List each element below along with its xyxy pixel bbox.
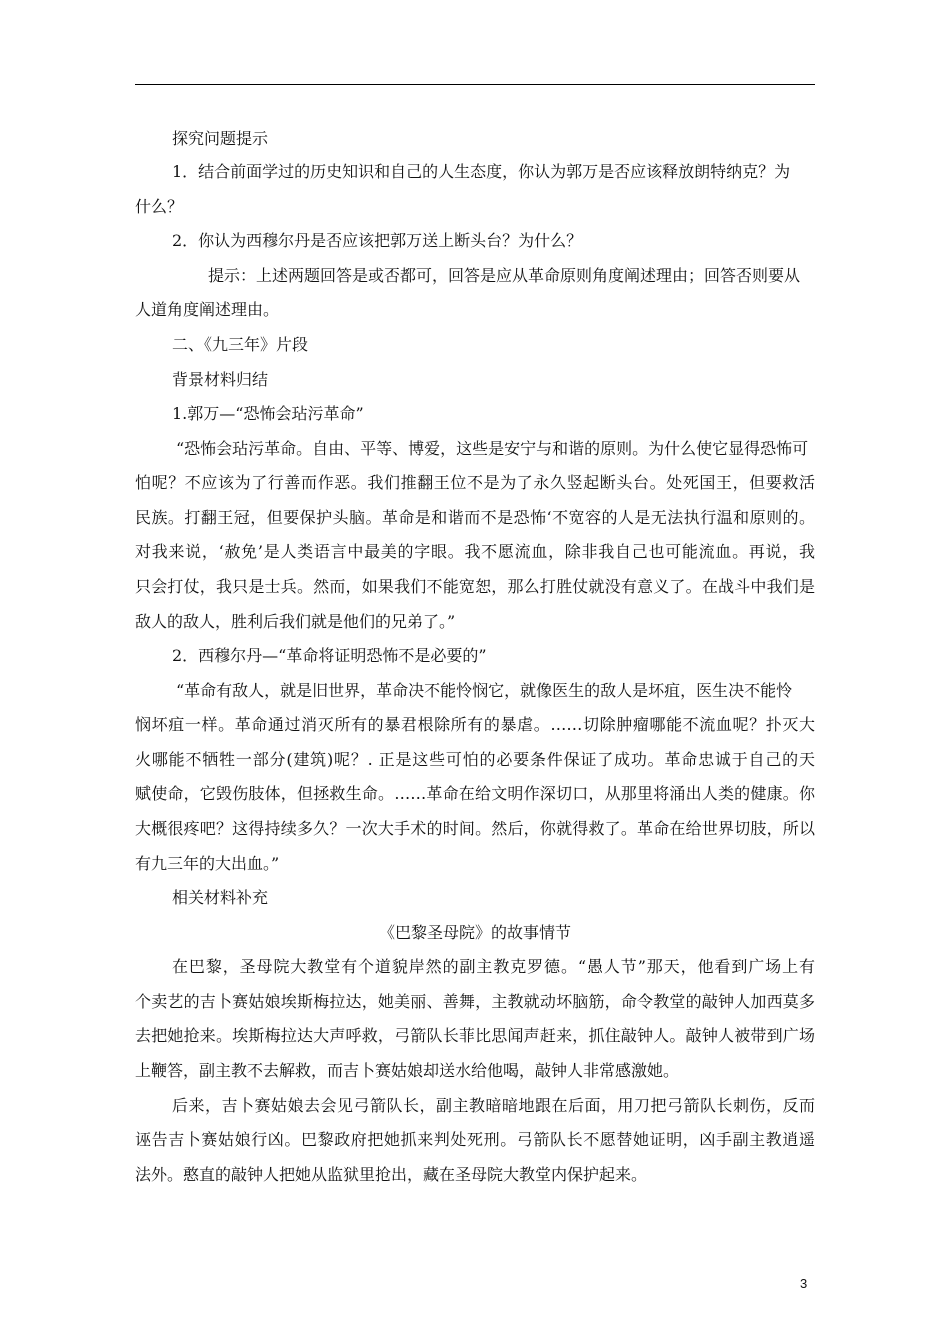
question-1-line-2: 什么？: [135, 197, 184, 216]
hint-line-1: 提示：上述两题回答是或否都可，回答是应从革命原则角度阐述理由；回答否则要从: [208, 266, 801, 285]
section-2-title: 二、《九三年》片段: [172, 335, 309, 354]
cimourdain-quote-line: 有九三年的大出血。”: [135, 854, 280, 873]
background-title: 背景材料归结: [172, 370, 269, 389]
cimourdain-quote-line: 赋使命，它毁伤肢体，但拯救生命。……革命在给文明作深切口，从那里将涌出人类的健康。你: [135, 784, 815, 803]
gowan-quote-line: 只会打仗，我只是士兵。然而，如果我们不能宽恕，那么打胜仗就没有意义了。在战斗中我们是: [135, 577, 815, 596]
story-paragraph-line: 个卖艺的吉卜赛姑娘埃斯梅拉达，她美丽、善舞，主教就动坏脑筋，命令教堂的敲钟人加西莫多: [135, 992, 815, 1011]
story-paragraph-line: 上鞭答，副主教不去解救，而吉卜赛姑娘却送水给他喝，敲钟人非常感激她。: [135, 1061, 680, 1080]
cimourdain-quote-line: 悯坏疽一样。革命通过消灭所有的暴君根除所有的暴虐。……切除肿瘤哪能不流血呢？扑灭大: [135, 715, 815, 734]
gowan-quote-line: 对我来说，‘赦免’是人类语言中最美的字眼。我不愿流血，除非我自己也可能流血。再说，我: [135, 542, 815, 561]
header-rule: [135, 84, 815, 85]
cimourdain-quote-line: 大概很疼吧？这得持续多久？一次大手术的时间。然后，你就得救了。革命在给世界切肢，所以: [135, 819, 815, 838]
question-1-line-1: 1．结合前面学过的历史知识和自己的人生态度，你认为郭万是否应该释放朗特纳克？为: [172, 162, 791, 181]
story-paragraph-line: 后来，吉卜赛姑娘去会见弓箭队长，副主教暗暗地跟在后面，用刀把弓箭队长刺伤，反而: [172, 1096, 815, 1115]
section-hint-title: 探究问题提示: [172, 129, 269, 148]
gowan-heading: 1.郭万—“恐怖会玷污革命”: [172, 404, 364, 423]
hint-line-2: 人道角度阐述理由。: [135, 300, 280, 319]
story-paragraph-line: 诬告吉卜赛姑娘行凶。巴黎政府把她抓来判处死刑。弓箭队长不愿替她证明，凶手副主教逍遥: [135, 1130, 815, 1149]
page-number: 3: [800, 1276, 808, 1291]
story-paragraph-line: 法外。憨直的敲钟人把她从监狱里抢出，藏在圣母院大教堂内保护起来。: [135, 1165, 648, 1184]
cimourdain-heading: 2．西穆尔丹—“革命将证明恐怖不是必要的”: [172, 646, 487, 665]
story-paragraph-line: 去把她抢来。埃斯梅拉达大声呼救，弓箭队长菲比思闻声赶来，抓住敲钟人。敲钟人被带到广场: [135, 1026, 815, 1045]
story-paragraph-line: 在巴黎，圣母院大教堂有个道貌岸然的副主教克罗德。“愚人节”那天，他看到广场上有: [172, 957, 815, 976]
gowan-quote-line: 怕呢？不应该为了行善而作恶。我们推翻王位不是为了永久竖起断头台。处死国王，但要救活: [135, 473, 815, 492]
gowan-quote-line: “恐怖会玷污革命。自由、平等、博爱，这些是安宁与和谐的原则。为什么使它显得恐怖可: [176, 439, 809, 458]
gowan-quote-line: 民族。打翻王冠，但要保护头脑。革命是和谐而不是恐怖‘不宽容的人是无法执行温和原则的。: [135, 508, 815, 527]
related-title: 相关材料补充: [172, 888, 269, 907]
gowan-quote-line: 敌人的敌人，胜利后我们就是他们的兄弟了。”: [135, 612, 456, 631]
question-2: 2．你认为西穆尔丹是否应该把郭万送上断头台？为什么？: [172, 231, 583, 250]
story-title: 《巴黎圣母院》的故事情节: [378, 923, 571, 942]
cimourdain-quote-line: 火哪能不牺牲一部分(建筑)呢？. 正是这些可怕的必要条件保证了成功。革命忠诚于自己的天: [135, 750, 815, 769]
cimourdain-quote-line: “革命有敌人，就是旧世界，革命决不能怜悯它，就像医生的敌人是坏疽，医生决不能怜: [176, 681, 793, 700]
